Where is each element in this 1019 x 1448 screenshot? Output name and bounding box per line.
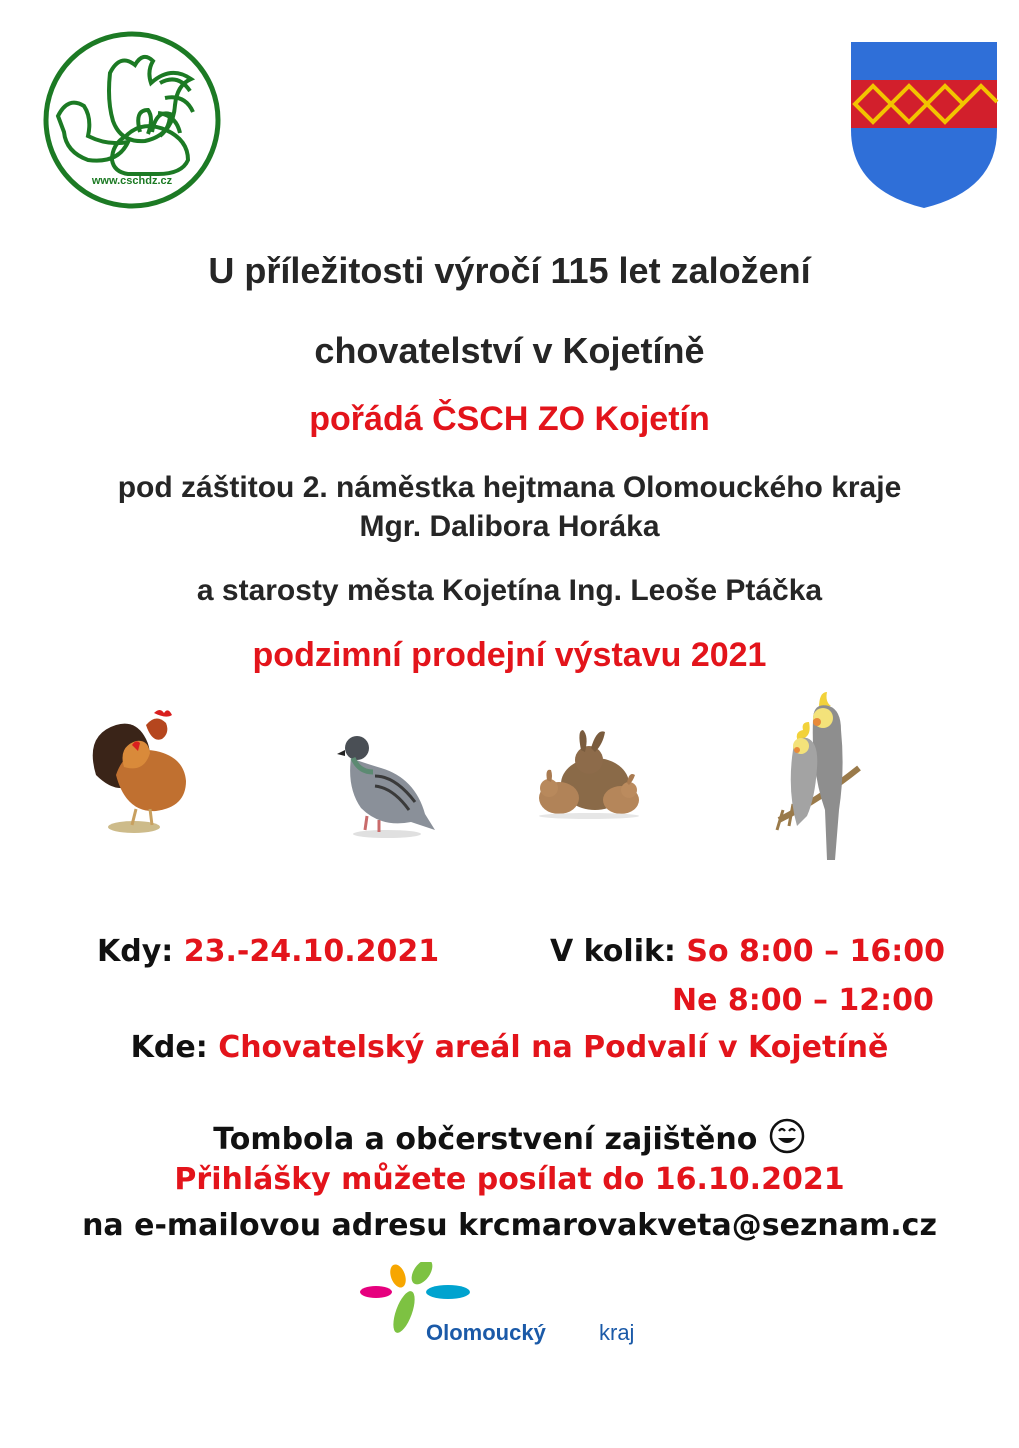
where-value: Chovatelský areál na Podvalí v Kojetíně [218,1030,889,1065]
patron-line-1: pod záštitou 2. náměstka hejtmana Olomouckého kraje [117,471,902,504]
svg-text:Olomoucký: Olomoucký [426,1320,546,1345]
tombola-line [0,1117,1019,1163]
kojetin-coat-of-arms [849,40,999,210]
cschdz-logo [40,28,225,213]
cockatiels-icon [773,690,863,866]
event-name: podzimní prodejní výstavu 2021 [252,636,767,674]
time-row-sunday [672,983,934,1018]
where-row [0,1030,1019,1065]
time-row [550,934,945,969]
pigeon-icon [335,728,440,840]
heading-line-1: U příležitosti výročí 115 let založení [208,250,811,291]
applications-line [0,1162,1019,1197]
smiley-icon [768,1117,806,1163]
svg-text:www.cschdz.cz: www.cschdz.cz [91,175,173,187]
time-sunday: Ne 8:00 – 12:00 [672,983,934,1018]
organizer-line: pořádá ČSCH ZO Kojetín [309,400,710,438]
olomoucky-kraj-logo [358,1262,658,1357]
when-label: Kdy: [97,934,174,969]
time-saturday: So 8:00 – 16:00 [686,934,946,969]
where-label: Kde: [130,1030,208,1065]
patron-line-3: a starosty města Kojetína Ing. Leoše Ptáčka [196,574,823,607]
svg-text:kraj: kraj [599,1320,635,1345]
patron-line-2: Mgr. Dalibora Horáka [359,510,660,543]
when-value: 23.-24.10.2021 [183,934,440,969]
when-row [97,934,439,969]
rabbits-icon [533,728,643,820]
time-label: V kolik: [550,934,676,969]
applications-text: Přihlášky můžete posílat do 16.10.2021 [174,1162,845,1197]
rooster-icon [66,705,201,835]
tombola-text: Tombola a občerstvení zajištěno [213,1122,758,1157]
heading-line-2: chovatelství v Kojetíně [314,330,705,371]
email-line: na e-mailovou adresu krcmarovakveta@seznam.cz [82,1208,937,1243]
